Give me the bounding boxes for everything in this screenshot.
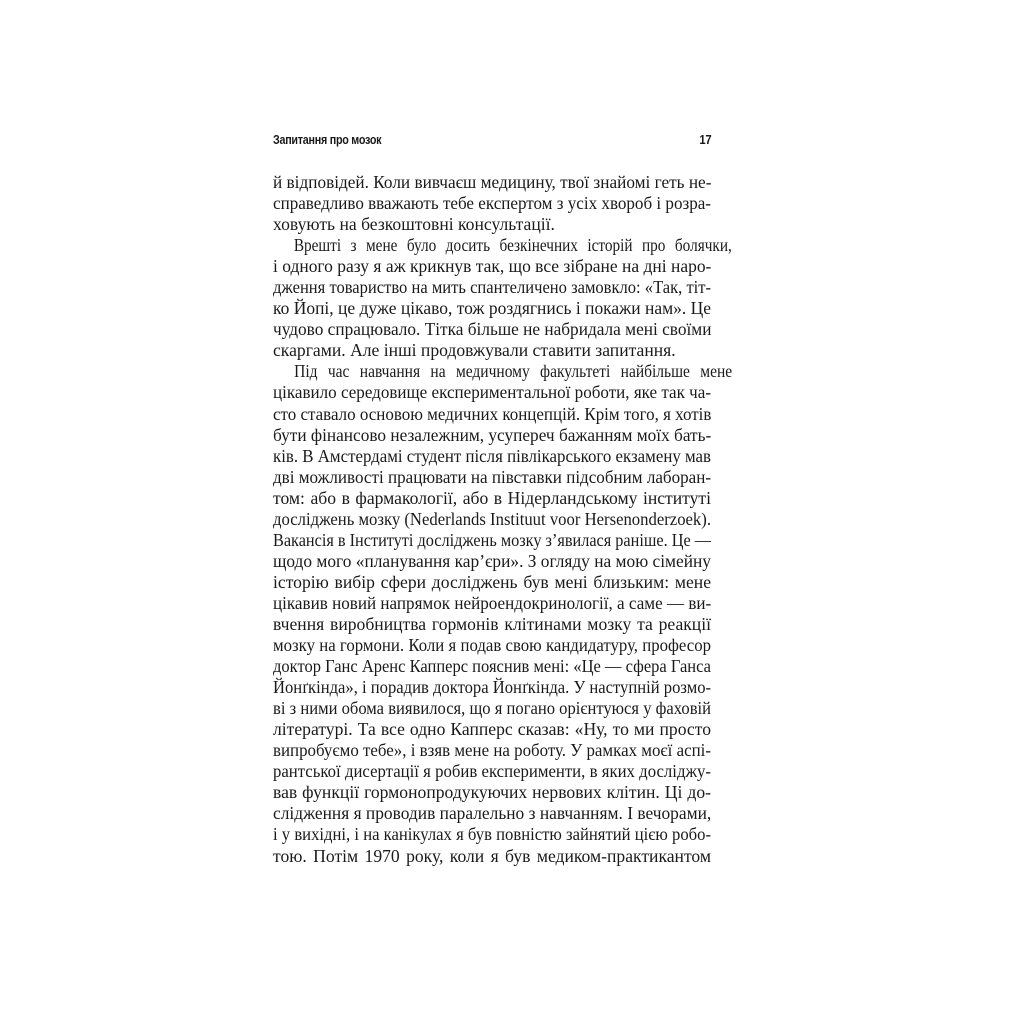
text-line: ві з ними обома виявилося, що я погано орієнтуюся у фаховій	[273, 698, 711, 719]
text-line: Під час навчання на медичному факультеті найбільше мене	[294, 361, 733, 382]
running-head	[273, 133, 711, 151]
text-line: щодо мого «планування кар’єри». З огляду на мою сімейну	[273, 550, 711, 571]
text-line: ків. В Амстердамі студент після півлікарського екзамену мав	[273, 445, 711, 466]
paragraph	[273, 172, 711, 235]
text-line: дві можливості працювати на півставки підсобним лаборан-	[273, 466, 711, 487]
text-line: мозку на гормони. Коли я подав свою кандидатуру, професор	[273, 635, 711, 656]
text-line: доктор Ганс Аренс Капперс пояснив мені: «Це — сфера Ганса	[273, 656, 711, 677]
text-line: Йонґкінда», і порадив доктора Йонґкінда. У наступній розмо-	[273, 677, 712, 698]
text-line: цікавив новий напрямок нейроендокринології, а саме — ви-	[273, 592, 712, 613]
text-line: чудово спрацювало. Тітка більше не набридала мені своїми	[273, 319, 712, 340]
text-line: тою. Потім 1970 року, коли я був медиком-практикантом	[273, 845, 711, 866]
text-line: дження товариство на мить спантеличено замовкло: «Так, тіт-	[273, 277, 711, 298]
text-line: і у вихідні, і на канікулах я був повністю зайнятий цією робо-	[273, 824, 711, 845]
text-line: Вакансія в Інституті досліджень мозку з’явилася раніше. Це —	[273, 529, 712, 550]
chapter-title: Запитання про мозок	[273, 133, 382, 147]
text-line: історію вибір сфери досліджень був мені близьким: мене	[273, 571, 711, 592]
paragraph	[273, 361, 733, 866]
text-line: скаргами. Але інші продовжували ставити запитання.	[273, 340, 676, 361]
text-line: том: або в фармакології, або в Нідерландському інституті	[273, 487, 711, 508]
text-line: рантської дисертації я робив експерименти, в яких досліджу-	[273, 761, 711, 782]
text-line: цікавило середовище експериментальної роботи, яке так ча-	[273, 382, 711, 403]
text-line: слідження я проводив паралельно з навчанням. І вечорами,	[273, 803, 712, 824]
text-line: й відповідей. Коли вивчаєш медицину, твої знайомі геть не-	[273, 172, 712, 192]
paragraph	[273, 235, 732, 361]
text-line: вав функції гормонопродукуючих нервових клітин. Ці до-	[273, 782, 711, 803]
text-line: досліджень мозку (Nederlands Instituut voor Hersenonderzoek).	[273, 508, 711, 529]
text-line: літературі. Та все одно Капперс сказав: «Ну, то ми просто	[273, 719, 711, 740]
page-number: 17	[699, 133, 711, 147]
text-line: і одного разу я аж крикнув так, що все зібране на дні наро-	[273, 256, 712, 277]
text-line: випробуємо тебе», і взяв мене на роботу. У рамках моєї аспі-	[273, 740, 711, 761]
text-line: ховують на безкоштовні консультації.	[273, 214, 555, 235]
text-line: ко Йопі, це дуже цікаво, тож роздягнись і покажи нам». Це	[273, 298, 711, 319]
text-line: вчення виробництва гормонів клітинами мозку та реакції	[273, 613, 711, 634]
body-text	[273, 172, 733, 867]
text-line: бути фінансово незалежним, усупереч бажанням моїх бать-	[273, 424, 712, 445]
text-line: сто ставало основою медичних концепцій. Крім того, я хотів	[273, 403, 712, 424]
text-line: справедливо вважають тебе експертом з усіх хвороб і розра-	[273, 193, 711, 214]
text-line: Врешті з мене було досить безкінечних історій про болячки,	[293, 235, 732, 256]
